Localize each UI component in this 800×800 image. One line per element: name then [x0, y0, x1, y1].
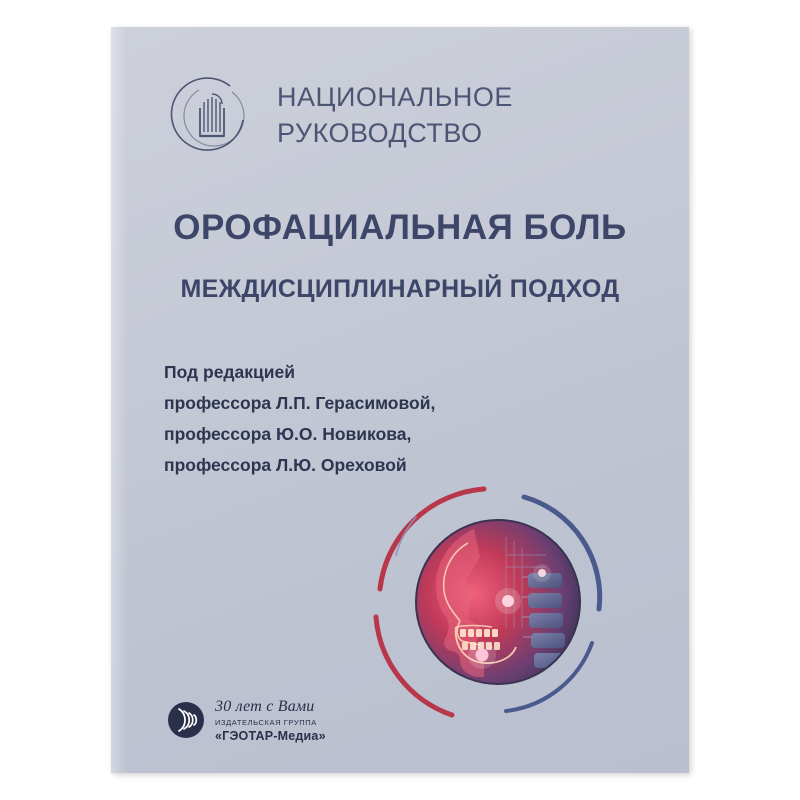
editors-line-3: профессора Л.Ю. Ореховой: [164, 455, 407, 475]
series-line-1: НАЦИОНАЛЬНОЕ: [277, 81, 513, 112]
book-title: ОРОФАЦИАЛЬНАЯ БОЛЬ: [173, 208, 627, 247]
series-block: [169, 72, 513, 158]
series-title: [277, 79, 513, 152]
geotar-media-logo-icon: [166, 700, 206, 740]
publisher-group: ИЗДАТЕЛЬСКАЯ ГРУППА: [215, 718, 317, 727]
book-subtitle: МЕЖДИСЦИПЛИНАРНЫЙ ПОДХОД: [180, 275, 620, 303]
editors-line-2: профессора Ю.О. Новикова,: [164, 424, 412, 444]
editors-line-1: профессора Л.П. Герасимовой,: [164, 393, 436, 413]
editors-block: [164, 357, 435, 481]
series-line-2: РУКОВОДСТВО: [277, 118, 483, 148]
publisher-text: [215, 697, 326, 743]
book-circle-emblem-icon: [169, 72, 255, 158]
publisher-block: [166, 697, 326, 743]
skull-jaw-anatomy-illustration: [356, 477, 631, 727]
publisher-years: 30 лет с Вами: [215, 698, 315, 715]
book-cover: [111, 27, 689, 773]
editors-line-0: Под редакцией: [164, 362, 296, 382]
publisher-name: «ГЭОТАР-Медиа»: [215, 729, 326, 743]
